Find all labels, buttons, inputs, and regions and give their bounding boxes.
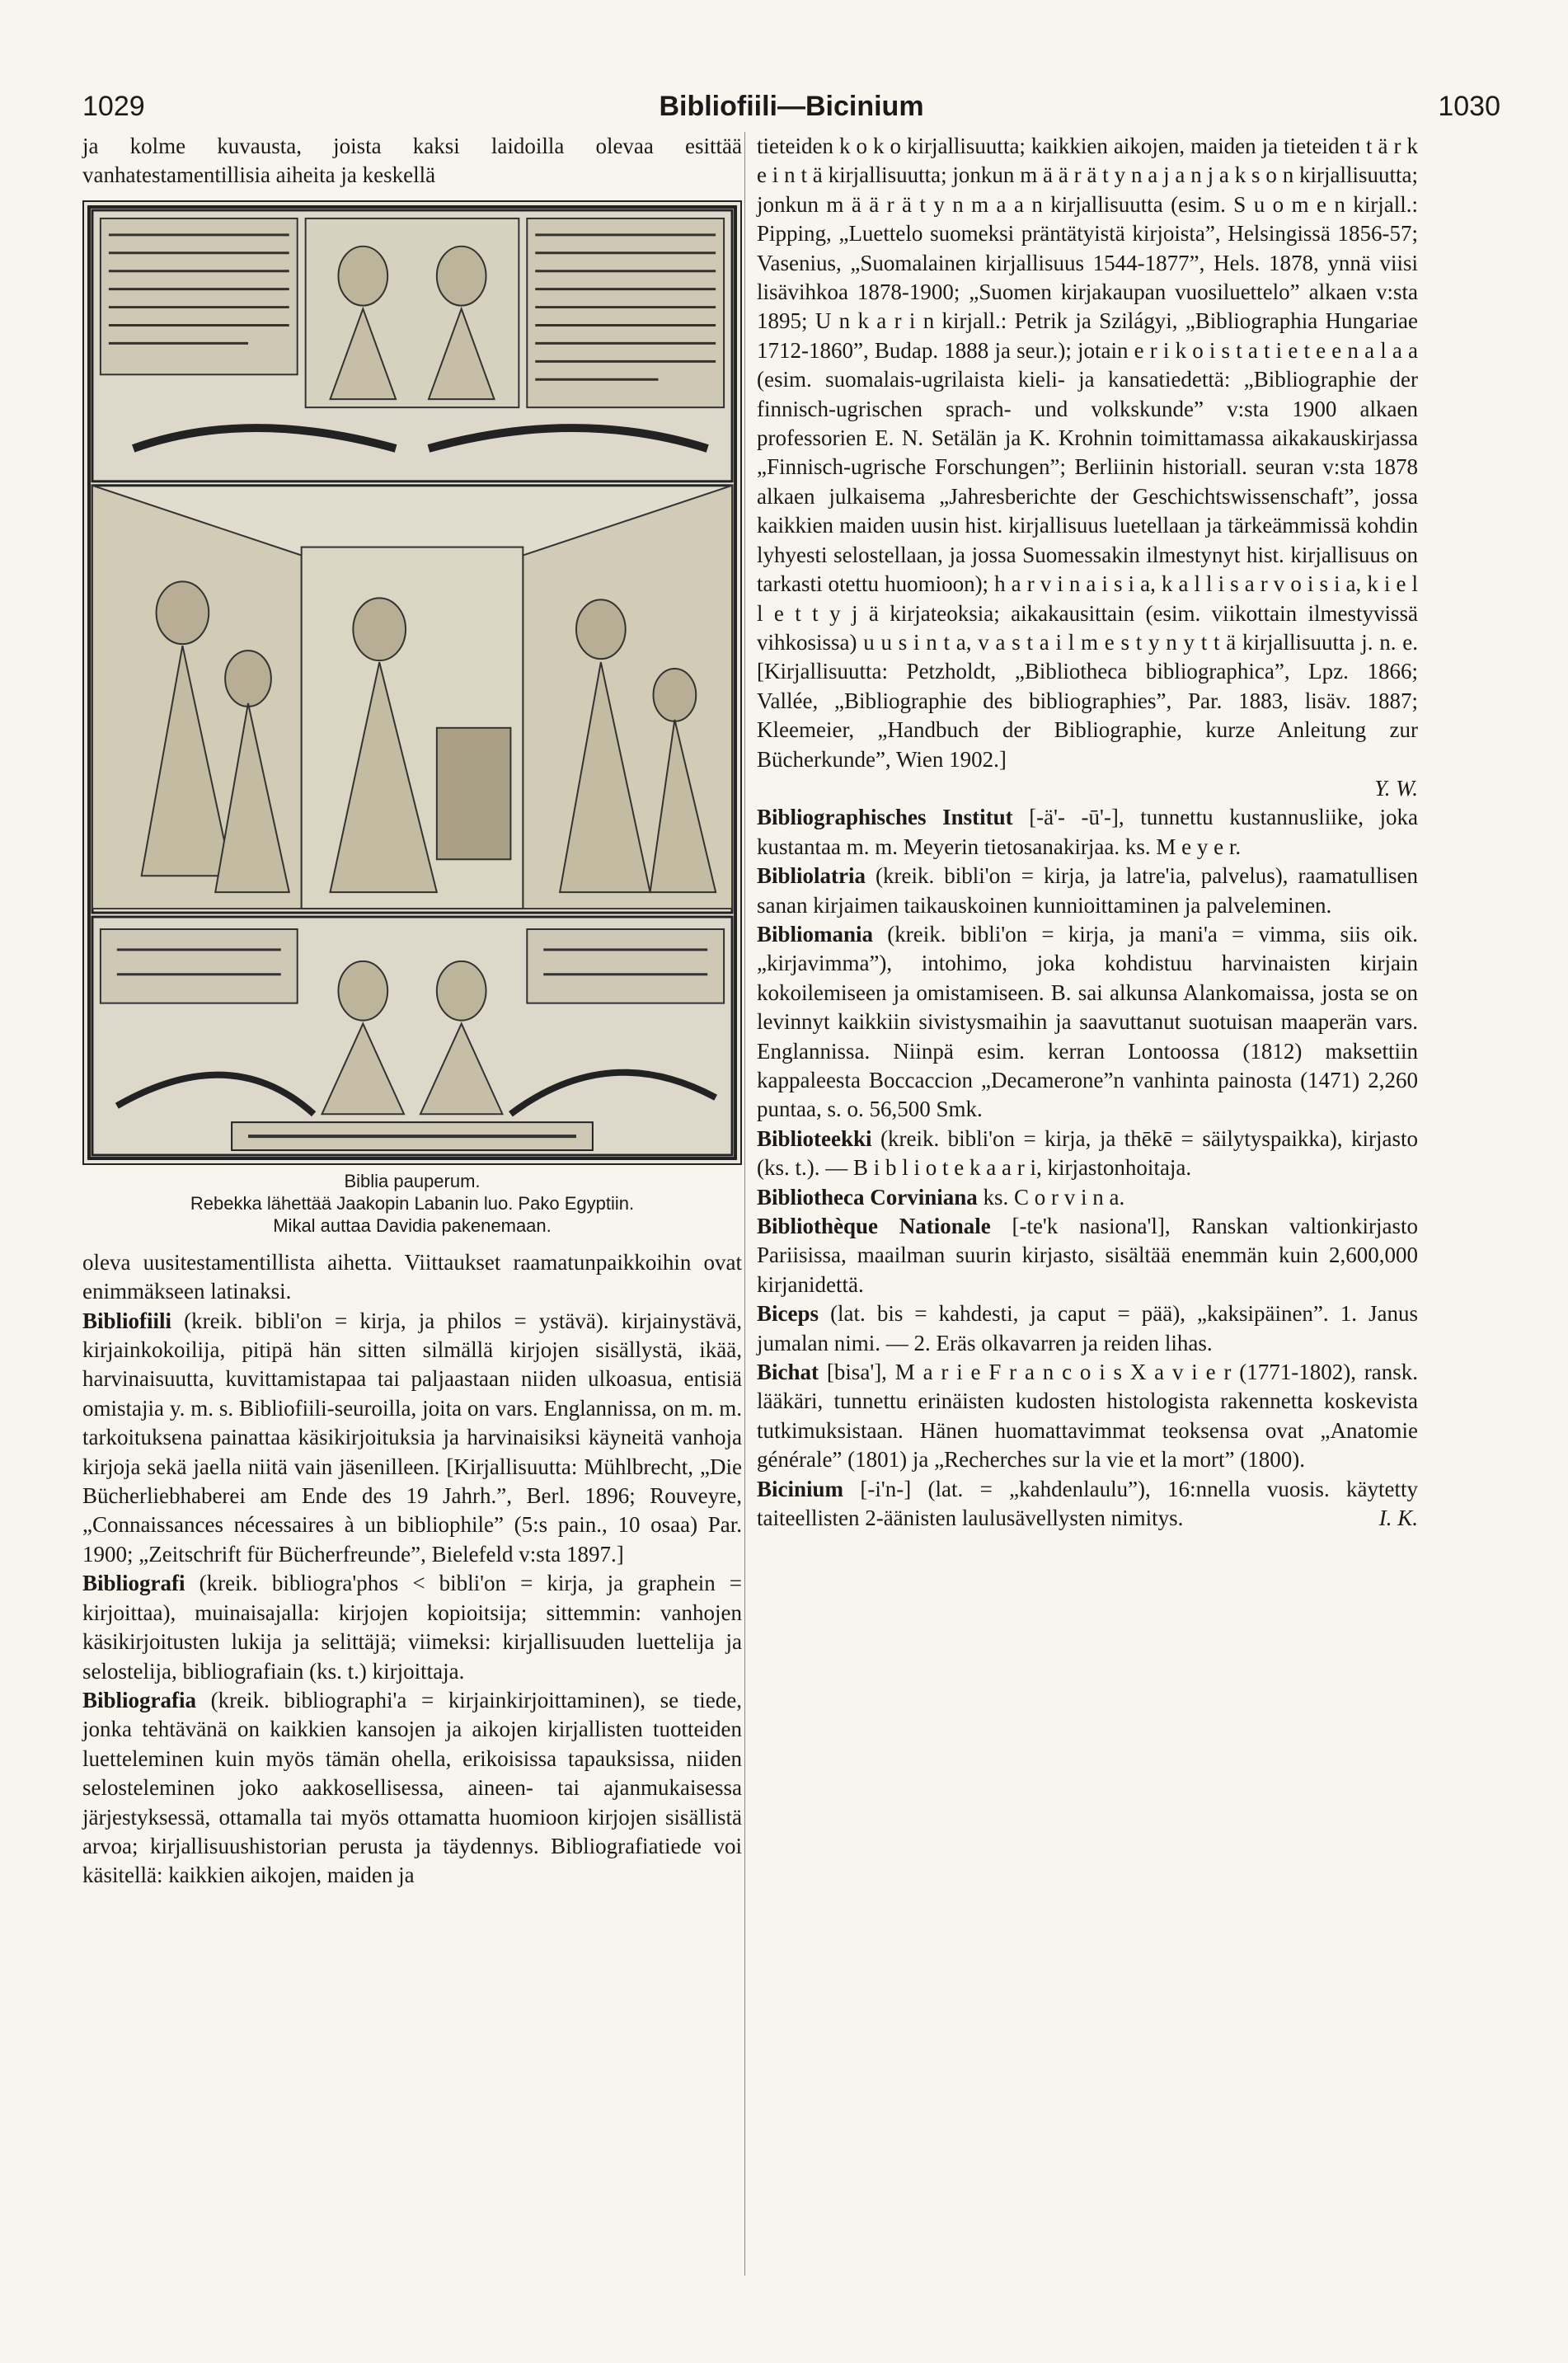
bibliografia-continued: tieteiden k o k o kirjallisuutta; kaikkien aikojen, maiden ja tieteiden t ä r k e i n t ä kirjallisuutta; jonkun m ä ä r ä t y n a j a n j a k s o n kirjallisuutta; jonkun m ä ä r ä t y n m a a n kirjallisuutta (esim. S u o m e n kirjall.: Pipping, „Luettelo suomeksi präntätyistä kirjoista”, Helsingissä 1856-57; Vasenius, „Suomalainen kirjallisuus 1544-1877”, Hels. 1878, ynnä viisi lisävihkoa 1878-1900; „Suomen kirjakaupan vuosiluettelo” alkaen v:sta 1895; U n k a r i n kirjall.: Petrik ja Szilágyi, „Bibliographia Hungariae 1712-1860”, Budap. 1888 ja seur.); jotain e r i k o i s t a t i e t e e n a l a a (esim. suomalais-ugrilaista kieli- ja kansatiedettä: „Bibliographie der finnisch-ugrischen sprach- und volkskunde” v:sta 1900 alkaen professorien E. N. Setälän ja K. Krohnin toimittamassa aikakauskirjassa „Finnisch-ugrische Forschungen”; Berliinin historiall. seuran v:sta 1878 alkaen julkaisema „Jahresberichte der Geschichtswissenschaft”, jossa kaikkien maiden uusin hist. kirjallisuus luetellaan ja tärkeämmissä kohdin lyhyesti selostellaan, ja jossa Suomessakin ilmestynyt hist. kirjallisuus on tarkasti otettu huomioon); h a r v i n a i s i a, k a l l i s a r v o i s i a, k i e l l e t t y j ä kirjateoksia; aikakausittain (esim. viikottain ilmestyvissä vihkosissa) u u s i n t a, v a s t a i l m e s t y n y t t ä kirjallisuutta j. n. e. [Kirjallisuutta: Petzholdt, „Bibliotheca bibliographica”, Lpz. 1866; Vallée, „Bibliographie des bibliographies”, Par. 1883, lisäv. 1887; Kleemeier, „Handbuch der Bibliographie, kurze Anleitung zur Bücherkunde”, Wien 1902.] — [757, 134, 1418, 772]
entry-headword: Bibliolatria — [757, 863, 866, 889]
entry-headword: Bibliographisches Institut — [757, 805, 1013, 830]
figure-caption — [82, 1170, 742, 1237]
entry-body: (kreik. bibli'on = kirja, ja philos = ystävä). kirjainystävä, kirjainkokoilija, pitipä hän sitten silmällä kirjojen sisällystä, ikää, harvinaisuutta, kuvittamistapaa tai paljaastaan niiden ulkoasua, entisiä omistajia y. m. s. Bibliofiili-seuroilla, joita on vars. Englannissa, on m. m. tarkoituksena painattaa käsikirjoituksia ja harvinaisiksi käyneitä vanhoja kirjoja sekä jaella niitä vain jäsenilleen. [Kirjallisuutta: Mühlbrecht, „Die Bücherliebhaberei am Ende des 19 Jahrh.”, Berl. 1896; Rouveyre, „Connaissances nécessaires à un bibliophile” (5:s pain., 10 osaa) Par. 1900; „Zeitschrift für Bücherfreunde”, Bielefeld v:sta 1897.] — [82, 1308, 742, 1567]
page-number-left: 1029 — [82, 91, 145, 122]
entry-body: [-i'n-] (lat. = „kahdenlaulu”), 16:nnella vuosis. käytetty taiteellisten 2-äänisten laulusävellysten nimitys. — [757, 1476, 1418, 1531]
entry-bichat — [757, 1358, 1418, 1475]
entry-headword: Biblioteekki — [757, 1125, 872, 1151]
entry-bibliofiili — [82, 1307, 742, 1570]
page-title: Bibliofiili—Bicinium — [659, 91, 924, 122]
entry-body: (kreik. bibliographi'a = kirjainkirjoittaminen), se tiede, jonka tehtävänä on kaikkien kansojen ja aikojen kirjallisten tuotteiden luetteleminen kuin myös tämän ohella, erikoisissa tapauksissa, niiden selosteleminen joko aakkosellisessa, aineen- tai ajanmukaisessa järjestyksessä, ottamalla tai myös ottamatta huomioon kirjojen sisällistä arvoa; kirjallisuushistorian perusta ja täydennys. Bibliografiatiede voi käsitellä: kaikkien aikojen, maiden ja — [82, 1687, 742, 1888]
entry-body: (kreik. bibli'on = kirja, ja thēkē = säilytyspaikka), kirjasto (ks. t.). — B i b l i o t e k a a r i, kirjastonhoitaja. — [757, 1125, 1418, 1181]
caption-line-2: Mikal auttaa Davidia pakenemaan. — [273, 1214, 552, 1236]
entry-bicinium — [757, 1475, 1418, 1534]
entry-body: (kreik. bibli'on = kirja, ja mani'a = vimma, siis oik. „kirjavimma”), intohimo, joka kohdistuu harvinaisten kirjain kokoilemiseen ja omistamiseen. B. sai alkunsa Alankomaissa, josta se on levinnyt kaikkiin sivistysmaihin ja saavuttanut suotuisan maaperän vars. Englannissa. Niinpä esim. kerran Lontoossa (1812) maksettiin kappaleesta Boccaccion „Decamerone”n vanhinta painosta (1471) 2,260 puntaa, s. o. 56,500 Smk. — [757, 921, 1418, 1122]
entry-headword: Bibliotheca Corviniana — [757, 1184, 978, 1210]
entry-biceps — [757, 1299, 1418, 1358]
entry-bibliotheque-nationale — [757, 1212, 1418, 1299]
entry-bibliolatria — [757, 862, 1418, 920]
entry-headword: Bibliothèque Nationale — [757, 1214, 991, 1239]
entry-body: ks. C o r v i n a. — [983, 1184, 1125, 1210]
entry-headword: Bibliofiili — [82, 1308, 172, 1333]
entry-body: (kreik. bibliogra'phos < bibli'on = kirja, ja graphein = kirjoittaa), muinaisajalla: kirjojen kopioitsija; sittemmin: vanhojen käsikirjoitusten lukija ja selittäjä; viimeksi: kirjallisuuden luettelija ja selostelija, bibliografiain (ks. t.) kirjoittaja. — [82, 1571, 742, 1684]
author-signature: Y. W. — [1374, 775, 1418, 801]
woodcut-illustration — [82, 200, 742, 1165]
entry-headword: Bibliomania — [757, 921, 874, 947]
page-number-right: 1030 — [1438, 91, 1500, 122]
entry-headword: Biceps — [757, 1301, 819, 1327]
entry-bibliografia — [82, 1686, 742, 1891]
intro-text: ja kolme kuvausta, joista kaksi laidoilla olevaa esittää vanhatestamentillisia aiheita ja keskellä — [82, 134, 742, 188]
entry-biblioteekki — [757, 1125, 1418, 1183]
caption-line-1: Rebekka lähettää Jaakopin Labanin luo. Pako Egyptiin. — [190, 1192, 635, 1214]
entry-body: [-te'k nasiona'l], Ranskan valtionkirjasto Pariisissa, maailman suurin kirjasto, sisältää enemmän kuin 2,600,000 kirjanidettä. — [757, 1214, 1418, 1297]
entry-bibliotheca-corviniana — [757, 1183, 1418, 1212]
after-figure-text: oleva uusitestamentillista aihetta. Viittaukset raamatunpaikkoihin ovat enimmäkseen latinaksi. — [82, 1249, 742, 1304]
left-column — [82, 132, 742, 1891]
entry-bibliomania — [757, 920, 1418, 1125]
entry-body: (kreik. bibli'on = kirja, ja latre'ia, palvelus), raamatullisen sanan kirjaimen taikauskoinen kunnioittaminen ja palveleminen. — [757, 863, 1419, 918]
column-divider — [744, 132, 745, 2276]
right-column — [757, 132, 1418, 1534]
entry-headword: Bicinium — [757, 1476, 844, 1501]
entry-headword: Bichat — [757, 1360, 819, 1385]
entry-headword: Bibliografia — [82, 1687, 197, 1712]
entry-bibliografi — [82, 1569, 742, 1686]
entry-headword: Bibliografi — [82, 1571, 185, 1596]
woodcut-drawing — [84, 202, 740, 1163]
entry-bibliographisches-institut — [757, 803, 1418, 862]
author-signature: I. K. — [1378, 1506, 1418, 1531]
caption-title: Biblia pauperum. — [344, 1170, 481, 1191]
entry-body: [bisa'], M a r i e F r a n c o i s X a v i e r (1771-1802), ransk. lääkäri, tunnettu erinäisten kudosten histologista rakennetta koskevista tutkimuksistaan. Hänen huomattavimmat teoksensa ovat „Anatomie générale” (1801) ja „Recherches sur la vie et la mort” (1800). — [757, 1360, 1418, 1473]
entry-body: [-ä'- -ū'-], tunnettu kustannusliike, joka kustantaa m. m. Meyerin tietosanakirjaa. ks. M e y e r. — [757, 805, 1419, 859]
entry-body: (lat. bis = kahdesti, ja caput = pää), „kaksipäinen”. 1. Janus jumalan nimi. — 2. Eräs olkavarren ja reiden lihas. — [757, 1301, 1418, 1355]
